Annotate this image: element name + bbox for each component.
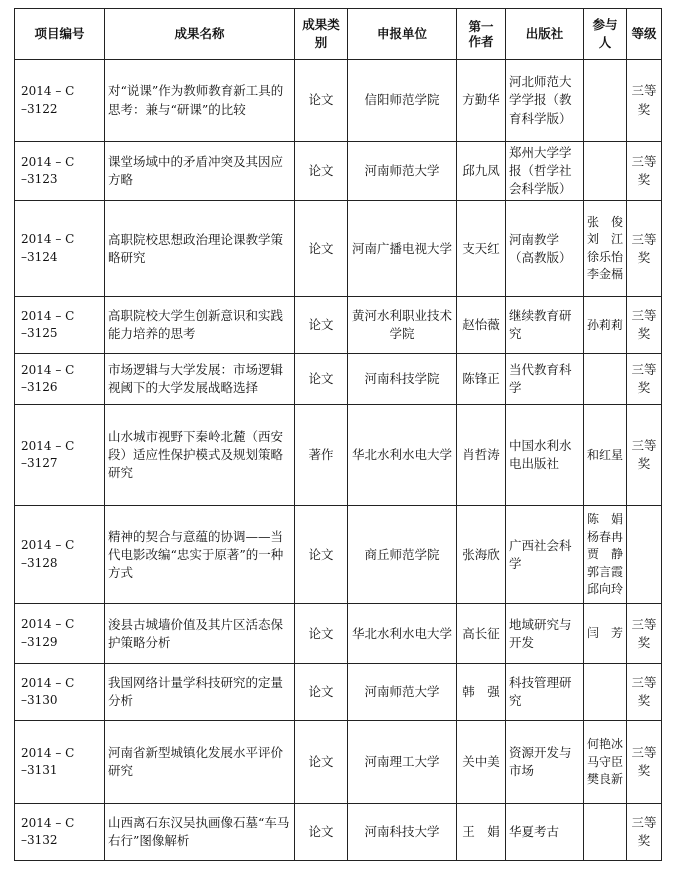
name-cell: 河南省新型城镇化发展水平评价研究 (105, 721, 295, 804)
table-row (15, 664, 662, 721)
author-cell: 王 娟 (457, 804, 506, 861)
unit-cell: 河南科技大学 (348, 804, 457, 861)
participants-cell: 张 俊 刘 江 徐乐怡 李金槅 (584, 201, 627, 297)
type-cell: 论文 (295, 721, 348, 804)
code-cell: 2014 – C –3128 (15, 506, 105, 604)
name-cell: 课堂场域中的矛盾冲突及其因应方略 (105, 142, 295, 201)
type-cell: 论文 (295, 664, 348, 721)
table-row (15, 721, 662, 804)
header-name: 成果名称 (105, 9, 295, 60)
unit-cell: 华北水利水电大学 (348, 405, 457, 506)
unit-cell: 河南师范大学 (348, 142, 457, 201)
code-cell: 2014 – C –3131 (15, 721, 105, 804)
name-cell: 对“说课”作为教师教育新工具的思考：兼与“研课”的比较 (105, 60, 295, 142)
table-row (15, 804, 662, 861)
code-cell: 2014 – C –3126 (15, 354, 105, 405)
header-author: 第一 作者 (457, 9, 506, 60)
type-cell: 论文 (295, 354, 348, 405)
code-cell: 2014 – C –3130 (15, 664, 105, 721)
publisher-cell: 当代教育科学 (506, 354, 584, 405)
unit-cell: 河南师范大学 (348, 664, 457, 721)
unit-cell: 商丘师范学院 (348, 506, 457, 604)
code-cell: 2014 – C –3124 (15, 201, 105, 297)
author-cell: 陈锋正 (457, 354, 506, 405)
participants-cell (584, 142, 627, 201)
author-cell: 张海欣 (457, 506, 506, 604)
publisher-cell: 华夏考古 (506, 804, 584, 861)
header-row (15, 9, 662, 60)
participants-cell (584, 60, 627, 142)
level-cell: 三等奖 (627, 604, 662, 664)
header-code: 项目编号 (15, 9, 105, 60)
unit-cell: 信阳师范学院 (348, 60, 457, 142)
header-publisher: 出版社 (506, 9, 584, 60)
participants-cell (584, 664, 627, 721)
level-cell: 三等奖 (627, 142, 662, 201)
author-cell: 关中美 (457, 721, 506, 804)
participants-cell (584, 354, 627, 405)
type-cell: 论文 (295, 201, 348, 297)
level-cell: 三等奖 (627, 664, 662, 721)
code-cell: 2014 – C –3129 (15, 604, 105, 664)
type-cell: 论文 (295, 506, 348, 604)
name-cell: 市场逻辑与大学发展：市场逻辑视阈下的大学发展战略选择 (105, 354, 295, 405)
table-row (15, 60, 662, 142)
level-cell: 三等奖 (627, 201, 662, 297)
code-cell: 2014 – C –3132 (15, 804, 105, 861)
table-row (15, 604, 662, 664)
level-cell (627, 506, 662, 604)
name-cell: 高职院校大学生创新意识和实践能力培养的思考 (105, 297, 295, 354)
type-cell: 论文 (295, 604, 348, 664)
publisher-cell: 郑州大学学报（哲学社会科学版） (506, 142, 584, 201)
type-cell: 论文 (295, 297, 348, 354)
publisher-cell: 广西社会科学 (506, 506, 584, 604)
type-cell: 论文 (295, 804, 348, 861)
level-cell: 三等奖 (627, 297, 662, 354)
unit-cell: 河南科技学院 (348, 354, 457, 405)
table-row (15, 354, 662, 405)
header-level: 等级 (627, 9, 662, 60)
publisher-cell: 继续教育研究 (506, 297, 584, 354)
level-cell: 三等奖 (627, 60, 662, 142)
type-cell: 论文 (295, 142, 348, 201)
awards-table (14, 8, 662, 861)
participants-cell: 何艳冰 马守臣 樊良新 (584, 721, 627, 804)
name-cell: 精神的契合与意蕴的协调——当代电影改编“忠实于原著”的一种方式 (105, 506, 295, 604)
publisher-cell: 资源开发与市场 (506, 721, 584, 804)
author-cell: 高长征 (457, 604, 506, 664)
publisher-cell: 河南教学（高教版） (506, 201, 584, 297)
name-cell: 山西离石东汉吴执画像石墓“车马右行”图像解析 (105, 804, 295, 861)
publisher-cell: 科技管理研究 (506, 664, 584, 721)
author-cell: 韩 强 (457, 664, 506, 721)
author-cell: 肖哲涛 (457, 405, 506, 506)
code-cell: 2014 – C –3122 (15, 60, 105, 142)
level-cell: 三等奖 (627, 721, 662, 804)
header-unit: 申报单位 (348, 9, 457, 60)
table-row (15, 297, 662, 354)
participants-cell: 陈 娟 杨春冉 贾 静 郭言霞 邱向玲 (584, 506, 627, 604)
type-cell: 论文 (295, 60, 348, 142)
code-cell: 2014 – C –3127 (15, 405, 105, 506)
name-cell: 我国网络计量学科技研究的定量分析 (105, 664, 295, 721)
table-row (15, 142, 662, 201)
table-row (15, 405, 662, 506)
unit-cell: 黄河水利职业技术学院 (348, 297, 457, 354)
participants-cell: 和红星 (584, 405, 627, 506)
level-cell: 三等奖 (627, 804, 662, 861)
unit-cell: 河南理工大学 (348, 721, 457, 804)
type-cell: 著作 (295, 405, 348, 506)
participants-cell: 闫 芳 (584, 604, 627, 664)
publisher-cell: 地域研究与开发 (506, 604, 584, 664)
name-cell: 高职院校思想政治理论课教学策略研究 (105, 201, 295, 297)
participants-cell (584, 804, 627, 861)
author-cell: 邱九凤 (457, 142, 506, 201)
author-cell: 方勤华 (457, 60, 506, 142)
unit-cell: 华北水利水电大学 (348, 604, 457, 664)
publisher-cell: 河北师范大学学报（教育科学版） (506, 60, 584, 142)
code-cell: 2014 – C –3123 (15, 142, 105, 201)
author-cell: 赵怡薇 (457, 297, 506, 354)
code-cell: 2014 – C –3125 (15, 297, 105, 354)
author-cell: 支天红 (457, 201, 506, 297)
name-cell: 浚县古城墙价值及其片区活态保护策略分析 (105, 604, 295, 664)
table-row (15, 201, 662, 297)
level-cell: 三等奖 (627, 405, 662, 506)
participants-cell: 孙莉莉 (584, 297, 627, 354)
level-cell: 三等奖 (627, 354, 662, 405)
publisher-cell: 中国水利水电出版社 (506, 405, 584, 506)
header-type: 成果类别 (295, 9, 348, 60)
header-participants: 参与人 (584, 9, 627, 60)
unit-cell: 河南广播电视大学 (348, 201, 457, 297)
table-row (15, 506, 662, 604)
name-cell: 山水城市视野下秦岭北麓（西安段）适应性保护模式及规划策略研究 (105, 405, 295, 506)
